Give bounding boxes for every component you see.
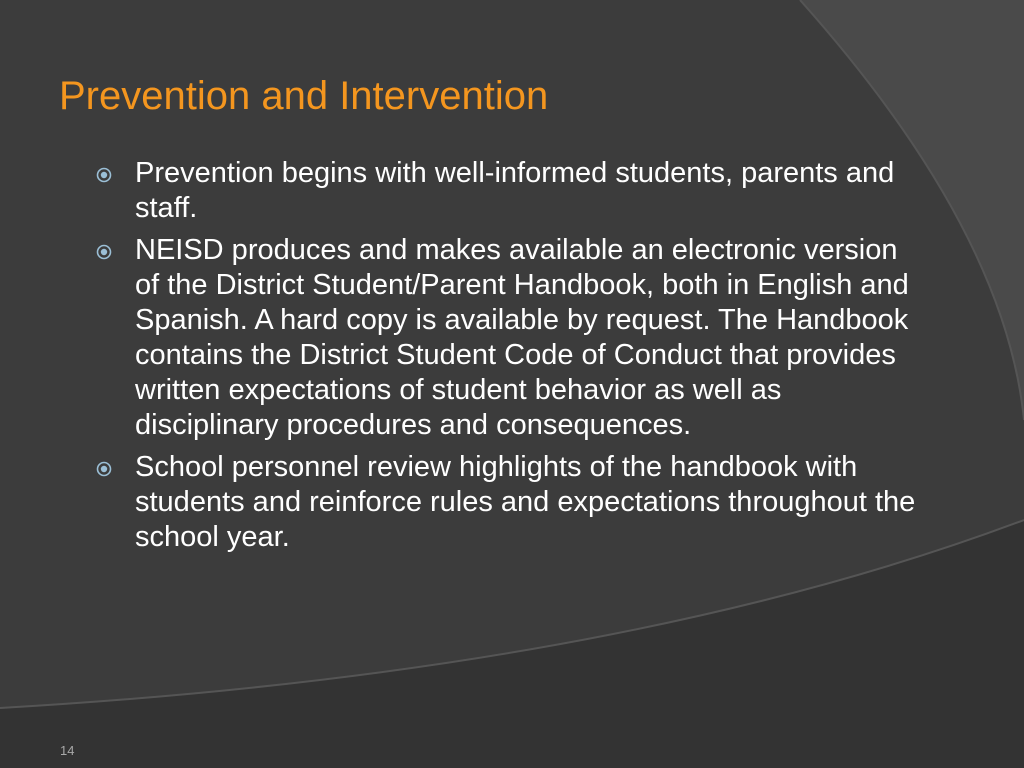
- circled-dot-icon: [96, 244, 112, 260]
- bullet-item: [96, 156, 926, 226]
- bullet-text: School personnel review highlights of the handbook with students and reinforce rules and expectations throughout the school year.: [135, 451, 916, 553]
- bullet-text: NEISD produces and makes available an electronic version of the District Student/Parent Handbook, both in English and Spanish. A hard copy is available by request. The Handbook contains the District Student Code of Conduct that provides written expectations of student behavior as well as disciplinary procedures and consequences.: [135, 234, 909, 441]
- bullet-list: [96, 156, 926, 562]
- circled-dot-icon: [96, 167, 112, 183]
- circled-dot-icon: [96, 461, 112, 477]
- slide-number: 14: [60, 743, 75, 758]
- slide-title: Prevention and Intervention: [59, 74, 549, 118]
- bullet-text: Prevention begins with well-informed students, parents and staff.: [135, 157, 895, 224]
- bullet-item: [96, 450, 926, 555]
- bullet-item: [96, 233, 926, 443]
